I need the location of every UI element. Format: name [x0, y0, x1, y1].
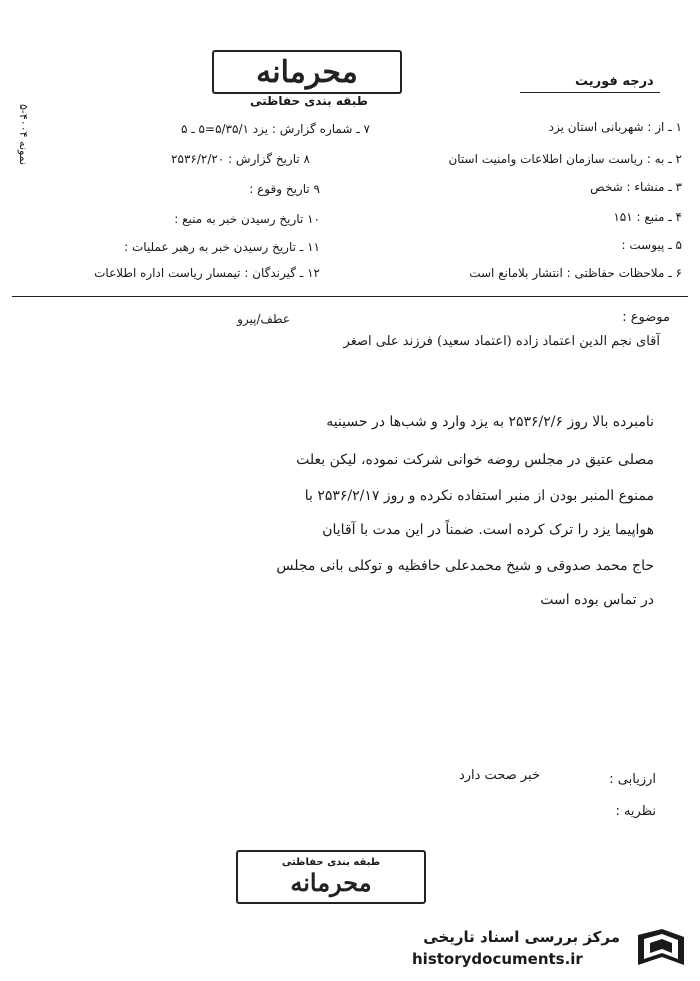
reference-label: عطف/پیرو	[237, 312, 290, 326]
field-source: ۴ ـ منبع : ۱۵۱	[613, 210, 682, 224]
bottom-confidential-stamp: طبقه بندی حفاظتی محرمانه	[236, 850, 426, 904]
subject-text: آقای نجم الدین اعتماد زاده (اعتماد سعید) فرزند علی اصغر	[343, 334, 660, 349]
urgency-underline	[520, 92, 660, 93]
confidential-stamp: محرمانه	[212, 50, 402, 94]
field-security-notes: ۶ ـ ملاحظات حفاظتی : انتشار بلامانع است	[469, 266, 682, 280]
field-recipients: ۱۲ ـ گیرندگان : تیمسار ریاست اداره اطلاعات	[94, 266, 320, 280]
body-line: مصلی عتیق در مجلس روضه خوانی شرکت نموده، لیکن بعلت	[296, 452, 654, 468]
body-line: نامبرده بالا روز ۲۵۳۶/۲/۶ به یزد وارد و شب‌ها در حسینیه	[326, 414, 654, 430]
subject-label: موضوع :	[622, 310, 670, 325]
evaluation-label: ارزیابی :	[609, 772, 656, 787]
evaluation-value: خبر صحت دارد	[458, 768, 540, 783]
urgency-label: درجه فوریت	[575, 74, 654, 89]
body-line: حاج محمد صدوقی و شیخ محمدعلی حافظیه و توکلی بانی مجلس	[276, 558, 654, 574]
field-to: ۲ ـ به : ریاست سازمان اطلاعات وامنیت استان	[448, 152, 682, 166]
opinion-label: نظریه :	[615, 804, 656, 819]
brand-url[interactable]: historydocuments.ir	[412, 950, 583, 968]
form-number: نمونه ۴۰۰۴-۵	[17, 104, 30, 166]
body-line: در تماس بوده است	[540, 592, 654, 608]
field-attachment: ۵ ـ پیوست :	[621, 238, 682, 252]
field-occurrence-date: ۹ تاریخ وقوع :	[249, 182, 320, 196]
body-line: هواپیما یزد را ترک کرده است. ضمناً در این مدت با آقایان	[322, 522, 654, 538]
field-report-date: ۸ تاریخ گزارش : ۲۵۳۶/۲/۲۰	[171, 152, 310, 166]
field-date-to-source: ۱۰ تاریخ رسیدن خبر به منبع :	[174, 212, 320, 226]
book-logo-icon	[632, 925, 690, 971]
brand-title: مرکز بررسی اسناد تاریخی	[423, 928, 620, 946]
field-origin: ۳ ـ منشاء : شخص	[590, 180, 682, 194]
header-separator	[12, 296, 688, 297]
body-line: ممنوع المنبر بودن از منبر استفاده نکرده و روز ۲۵۳۶/۲/۱۷ با	[304, 488, 654, 504]
field-report-number: ۷ ـ شماره گزارش : یزد ۵/۳۵/۱=۵ ـ ۵	[180, 122, 370, 136]
field-date-to-leader: ۱۱ ـ تاریخ رسیدن خبر به رهبر عملیات :	[124, 240, 320, 254]
classification-label: طبقه بندی حفاظتی	[250, 94, 368, 108]
field-from: ۱ ـ از : شهربانی استان یزد	[548, 120, 682, 134]
